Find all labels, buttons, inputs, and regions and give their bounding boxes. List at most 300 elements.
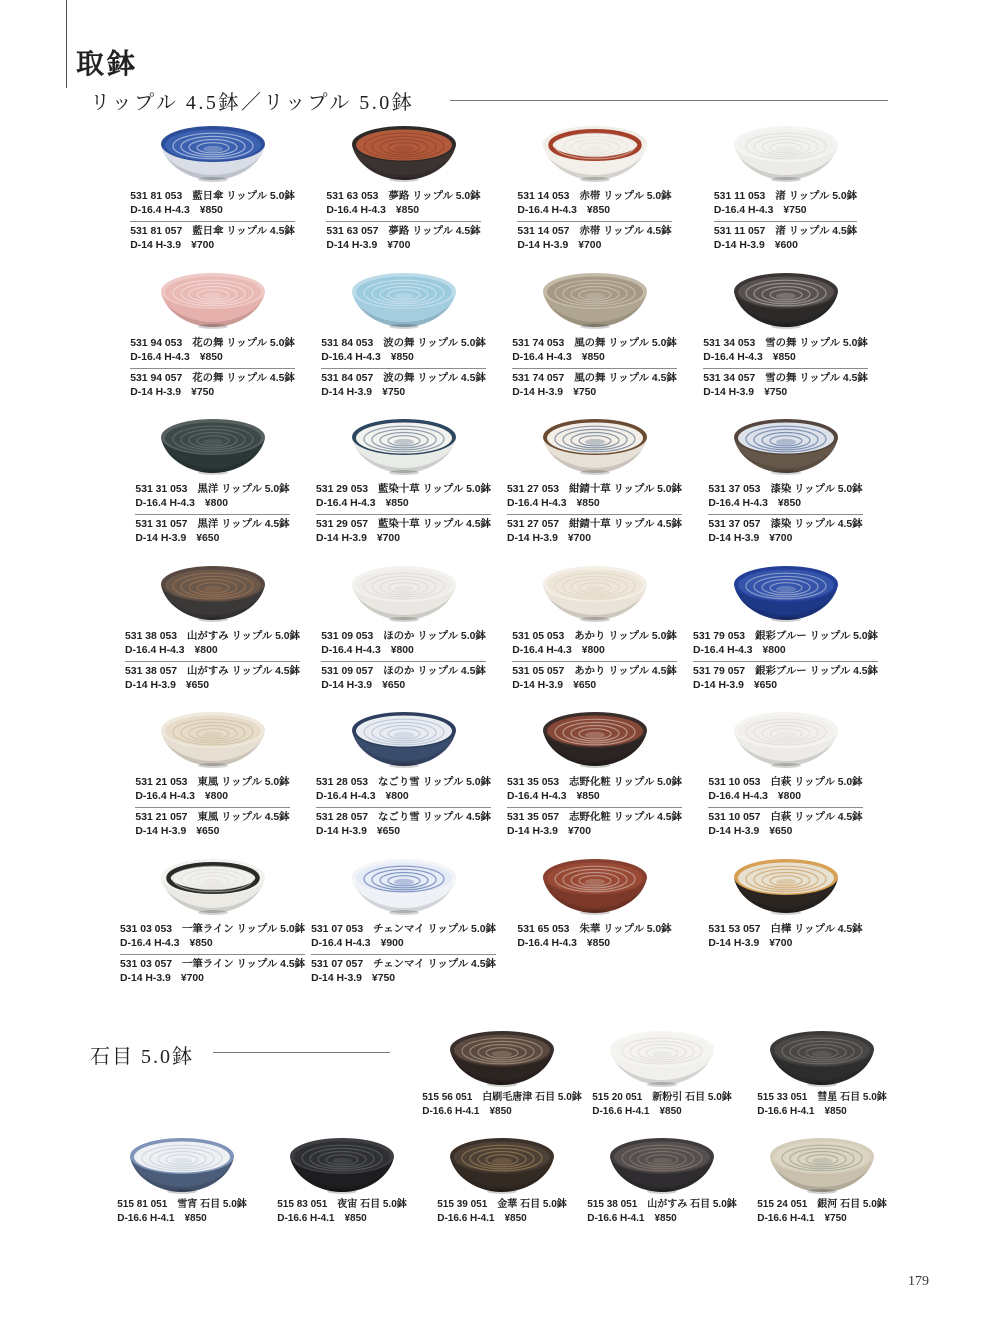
entry-divider <box>135 514 289 515</box>
bowl-foot <box>580 470 610 475</box>
product-spec-line <box>512 679 677 693</box>
product-price: ¥700 <box>191 240 215 251</box>
bowl-foot <box>807 1082 837 1087</box>
product-spec-line <box>714 239 857 253</box>
stone-heading-rule <box>213 1052 390 1053</box>
product-dimensions: D-16.4 H-4.3 <box>135 498 195 510</box>
product-name: 一筆ライン リップル 4.5鉢 <box>182 958 305 970</box>
product-entry <box>120 958 305 986</box>
product-info <box>135 776 289 839</box>
product-code: 531 34 057 <box>703 372 756 384</box>
product-entry <box>703 372 868 400</box>
product-spec-line <box>135 825 289 839</box>
product-name-line <box>277 1198 407 1212</box>
product-entry <box>512 665 677 693</box>
bowl-well <box>585 586 605 592</box>
product-name: 藍日傘 リップル 4.5鉢 <box>192 226 295 237</box>
product-spec-line <box>507 790 682 804</box>
product-code: 531 27 057 <box>507 519 560 531</box>
product-name-line <box>422 1091 582 1105</box>
entry-divider <box>316 807 491 808</box>
product-code: 531 14 053 <box>517 191 570 202</box>
product-info <box>422 1091 582 1119</box>
product-dimensions: D-14 H-3.9 <box>512 679 564 691</box>
product-entry <box>135 776 289 804</box>
bowl-image <box>129 1137 235 1195</box>
product-spec-line <box>708 497 862 511</box>
product-spec-line <box>120 937 305 951</box>
product-name-line <box>507 483 682 497</box>
product-name-line <box>714 190 857 204</box>
product-spec-line <box>277 1212 407 1226</box>
product-spec-line <box>135 790 289 804</box>
product-code: 531 03 057 <box>120 958 173 970</box>
bowl-foot <box>771 763 801 768</box>
product-code: 531 38 053 <box>125 630 178 642</box>
product-dimensions: D-14 H-3.9 <box>135 533 187 545</box>
product-price: ¥650 <box>376 826 400 838</box>
product-code: 531 81 057 <box>130 226 183 237</box>
bowl-interior <box>738 569 834 600</box>
product-spec-line <box>311 937 496 951</box>
product-cell <box>690 272 881 419</box>
product-entry <box>708 923 862 951</box>
product-code: 531 10 053 <box>708 777 761 789</box>
bowl-well <box>776 879 796 885</box>
product-cell <box>117 272 308 419</box>
product-entry <box>714 190 857 218</box>
product-price: ¥850 <box>586 937 611 949</box>
product-spec-line <box>130 351 295 365</box>
bowl-interior <box>356 569 452 600</box>
bowl-foot <box>198 324 228 329</box>
product-name: 藍日傘 リップル 5.0鉢 <box>192 191 295 202</box>
product-name: 赤帯 リップル 4.5鉢 <box>579 226 672 237</box>
product-spec-line <box>326 204 480 218</box>
product-name-line <box>321 630 486 644</box>
product-entry <box>321 630 486 658</box>
entry-divider <box>130 221 295 222</box>
product-name: 志野化粧 リップル 5.0鉢 <box>569 777 682 789</box>
product-entry <box>437 1198 567 1226</box>
product-cell <box>499 565 690 712</box>
product-code: 531 05 053 <box>512 630 565 642</box>
product-name-line <box>703 337 868 351</box>
product-name: 黒洋 リップル 4.5鉢 <box>197 519 290 531</box>
product-dimensions: D-16.4 H-4.3 <box>512 644 572 656</box>
product-name: 波の舞 リップル 5.0鉢 <box>383 337 486 349</box>
bowl-foot <box>167 1189 197 1194</box>
product-code: 531 29 053 <box>316 484 369 496</box>
product-price: ¥850 <box>504 1213 527 1224</box>
bowl-interior <box>738 130 834 161</box>
product-price: ¥850 <box>654 1213 677 1224</box>
bowl-interior <box>774 1035 870 1066</box>
product-spec-line <box>316 790 491 804</box>
product-name: 銀河 石目 5.0鉢 <box>817 1199 887 1210</box>
product-entry <box>120 923 305 951</box>
product-info <box>326 190 480 253</box>
product-dimensions: D-14 H-3.9 <box>130 240 182 251</box>
bowl-interior <box>165 130 261 161</box>
product-price: ¥800 <box>194 644 218 656</box>
product-price: ¥850 <box>581 351 605 363</box>
product-spec-line <box>708 532 862 546</box>
product-spec-line <box>130 386 295 400</box>
product-price: ¥750 <box>382 386 406 398</box>
bowl-well <box>585 439 605 445</box>
product-cell <box>308 418 499 565</box>
bowl-foot <box>771 324 801 329</box>
product-entry <box>316 776 491 804</box>
product-name: ほのか リップル 4.5鉢 <box>383 665 486 677</box>
product-dimensions: D-14 H-3.9 <box>311 972 362 984</box>
product-name: 朱華 リップル 5.0鉢 <box>579 923 672 935</box>
product-entry <box>708 518 862 546</box>
bowl-image <box>542 418 648 476</box>
product-info <box>708 776 862 839</box>
entry-divider <box>321 661 486 662</box>
entry-divider <box>693 661 878 662</box>
product-dimensions: D-16.6 H-4.1 <box>587 1213 645 1224</box>
product-name: 雪の舞 リップル 5.0鉢 <box>765 337 868 349</box>
bowl-interior <box>454 1035 550 1066</box>
product-name-line <box>708 518 862 532</box>
product-code: 531 31 053 <box>135 484 188 496</box>
product-code: 531 37 057 <box>708 519 761 531</box>
product-name: 新粉引 石目 5.0鉢 <box>652 1092 732 1103</box>
product-dimensions: D-14 H-3.9 <box>713 240 765 251</box>
product-info <box>321 337 486 400</box>
product-info <box>592 1091 732 1119</box>
product-name: 夢路 リップル 5.0鉢 <box>388 191 481 202</box>
product-info <box>517 190 671 253</box>
product-spec-line <box>316 825 491 839</box>
product-dimensions: D-16.4 H-4.3 <box>326 205 386 216</box>
product-price: ¥800 <box>581 644 605 656</box>
product-name-line <box>130 372 295 386</box>
product-entry <box>507 811 682 839</box>
product-code: 531 63 057 <box>326 226 379 237</box>
bowl-image <box>160 565 266 623</box>
bowl-image <box>542 858 648 916</box>
product-spec-line <box>587 1212 737 1226</box>
product-dimensions: D-14 H-3.9 <box>507 533 558 545</box>
product-price: ¥800 <box>204 791 229 803</box>
bowl-image <box>542 711 648 769</box>
product-spec-line <box>703 386 868 400</box>
product-price: ¥850 <box>576 498 600 510</box>
product-entry <box>316 811 491 839</box>
stone-section-heading: 石目 5.0鉢 <box>90 1046 194 1068</box>
product-code: 531 07 053 <box>311 923 364 935</box>
product-name-line <box>135 483 289 497</box>
product-name: 渚 リップル 5.0鉢 <box>775 191 858 202</box>
product-entry <box>757 1091 887 1119</box>
bowl-image <box>351 711 457 769</box>
product-entry <box>592 1091 732 1119</box>
product-dimensions: D-16.4 H-4.3 <box>708 791 768 803</box>
product-name-line <box>507 518 682 532</box>
product-price: ¥900 <box>380 937 404 949</box>
product-name: あかり リップル 4.5鉢 <box>574 665 677 677</box>
bowl-image <box>769 1137 875 1195</box>
product-info <box>757 1198 887 1226</box>
product-spec-line <box>507 825 682 839</box>
product-info <box>130 190 295 253</box>
product-name: 金華 石目 5.0鉢 <box>497 1199 567 1210</box>
bowl-well <box>394 292 414 298</box>
product-price: ¥700 <box>769 937 793 949</box>
bowl-well <box>776 292 796 298</box>
bowl-foot <box>487 1189 517 1194</box>
bowl-image <box>733 858 839 916</box>
product-code: 515 83 051 <box>277 1199 328 1210</box>
product-code: 531 27 053 <box>507 484 560 496</box>
product-price: ¥800 <box>385 791 409 803</box>
product-name-line <box>517 923 671 937</box>
entry-divider <box>703 368 868 369</box>
product-spec-line <box>757 1105 887 1119</box>
entry-divider <box>311 954 496 955</box>
product-dimensions: D-16.4 H-4.3 <box>321 644 381 656</box>
product-spec-line <box>311 972 496 986</box>
product-cell <box>308 858 499 1005</box>
product-name-line <box>757 1091 887 1105</box>
product-dimensions: D-14 H-3.9 <box>512 386 564 398</box>
product-entry <box>507 776 682 804</box>
product-spec-line <box>708 937 862 951</box>
product-price: ¥850 <box>189 937 213 949</box>
product-cell <box>308 711 499 858</box>
product-dimensions: D-14 H-3.9 <box>321 679 373 691</box>
product-cell <box>690 565 881 712</box>
product-dimensions: D-14 H-3.9 <box>125 679 176 691</box>
product-cell <box>499 418 690 565</box>
product-name: チェンマイ リップル 4.5鉢 <box>373 958 496 970</box>
product-code: 531 29 057 <box>316 519 369 531</box>
bowl-interior <box>614 1142 710 1173</box>
product-name-line <box>517 225 671 239</box>
product-cell <box>582 1030 742 1119</box>
product-name-line <box>587 1198 737 1212</box>
product-entry <box>130 190 295 218</box>
product-price: ¥850 <box>344 1213 367 1224</box>
product-entry <box>130 337 295 365</box>
bowl-well <box>585 292 605 298</box>
product-entry <box>125 665 300 693</box>
product-name-line <box>311 923 496 937</box>
product-spec-line <box>517 204 671 218</box>
product-code: 515 20 051 <box>592 1092 643 1103</box>
product-info <box>693 630 878 693</box>
product-name-line <box>316 811 491 825</box>
product-price: ¥650 <box>185 679 209 691</box>
product-name: 東風 リップル 4.5鉢 <box>197 812 290 824</box>
product-cell <box>117 565 308 712</box>
product-entry <box>512 372 677 400</box>
product-entry <box>507 518 682 546</box>
product-code: 531 14 057 <box>517 226 570 237</box>
bowl-foot <box>771 470 801 475</box>
product-dimensions: D-16.4 H-4.3 <box>512 351 572 363</box>
product-spec-line <box>693 679 878 693</box>
product-info <box>311 923 496 986</box>
product-cell <box>690 418 881 565</box>
bowl-foot <box>198 177 228 182</box>
product-name-line <box>316 483 491 497</box>
product-dimensions: D-16.4 H-4.3 <box>135 791 195 803</box>
product-dimensions: D-16.4 H-4.3 <box>693 644 753 656</box>
product-name: 志野化粧 リップル 4.5鉢 <box>569 812 682 824</box>
product-price: ¥700 <box>578 240 602 251</box>
bowl-image <box>351 272 457 330</box>
bowl-foot <box>327 1189 357 1194</box>
product-code: 531 28 057 <box>316 812 369 824</box>
product-name: 白萩 リップル 5.0鉢 <box>770 777 863 789</box>
entry-divider <box>507 807 682 808</box>
product-spec-line <box>437 1212 567 1226</box>
product-name-line <box>708 483 862 497</box>
product-spec-line <box>120 972 305 986</box>
product-entry <box>422 1091 582 1119</box>
product-code: 531 74 053 <box>512 337 565 349</box>
bowl-interior <box>356 716 452 747</box>
product-cell <box>262 1137 422 1226</box>
product-price: ¥600 <box>774 240 798 251</box>
product-name-line <box>135 518 289 532</box>
product-price: ¥650 <box>769 826 793 838</box>
product-price: ¥850 <box>385 498 409 510</box>
bowl-foot <box>389 910 419 915</box>
product-info <box>708 923 862 951</box>
bowl-interior <box>547 423 643 454</box>
ripple-section-heading: リップル 4.5鉢／リップル 5.0鉢 <box>90 92 415 114</box>
product-name: 漆染 リップル 4.5鉢 <box>770 519 863 531</box>
bowl-interior <box>738 716 834 747</box>
product-code: 531 21 057 <box>135 812 188 824</box>
product-dimensions: D-16.4 H-4.3 <box>125 644 185 656</box>
product-name-line <box>130 190 295 204</box>
product-spec-line <box>321 679 486 693</box>
product-code: 515 39 051 <box>437 1199 488 1210</box>
product-spec-line <box>714 204 857 218</box>
product-info <box>321 630 486 693</box>
product-name: 花の舞 リップル 4.5鉢 <box>192 372 295 384</box>
product-cell <box>499 125 690 272</box>
product-code: 531 81 053 <box>130 191 183 202</box>
product-name: 山がすみ 石目 5.0鉢 <box>647 1199 737 1210</box>
product-name-line <box>714 225 857 239</box>
entry-divider <box>120 954 305 955</box>
product-price: ¥850 <box>659 1106 682 1117</box>
product-dimensions: D-16.6 H-4.1 <box>757 1213 815 1224</box>
bowl-foot <box>389 177 419 182</box>
product-code: 515 38 051 <box>587 1199 638 1210</box>
product-entry <box>311 923 496 951</box>
product-name-line <box>512 372 677 386</box>
product-code: 531 74 057 <box>512 372 565 384</box>
product-entry <box>321 372 486 400</box>
bowl-image <box>160 272 266 330</box>
product-name-line <box>703 372 868 386</box>
product-info <box>277 1198 407 1226</box>
bowl-interior <box>738 862 834 893</box>
bowl-well <box>332 1158 352 1164</box>
product-name-line <box>125 665 300 679</box>
product-name: 藍染十草 リップル 4.5鉢 <box>378 519 491 531</box>
product-name-line <box>130 337 295 351</box>
product-price: ¥650 <box>196 533 220 545</box>
product-spec-line <box>693 644 878 658</box>
product-dimensions: D-14 H-3.9 <box>708 826 760 838</box>
product-spec-line <box>130 204 295 218</box>
product-entry <box>321 337 486 365</box>
product-entry <box>507 483 682 511</box>
product-entry <box>326 190 480 218</box>
product-name-line <box>321 372 486 386</box>
product-info <box>757 1091 887 1119</box>
product-name: 漆染 リップル 5.0鉢 <box>770 484 863 496</box>
product-cell <box>742 1137 902 1226</box>
bowl-image <box>160 858 266 916</box>
bowl-foot <box>198 763 228 768</box>
bowl-well <box>492 1051 512 1057</box>
product-entry <box>135 483 289 511</box>
product-dimensions: D-16.4 H-4.3 <box>703 351 763 363</box>
product-dimensions: D-16.4 H-4.3 <box>316 498 376 510</box>
bowl-foot <box>487 1082 517 1087</box>
product-cell <box>308 565 499 712</box>
product-info <box>714 190 857 253</box>
bowl-image <box>351 858 457 916</box>
product-name: 東風 リップル 5.0鉢 <box>197 777 290 789</box>
product-name: 雪宵 石目 5.0鉢 <box>177 1199 247 1210</box>
product-code: 531 11 057 <box>713 226 766 237</box>
product-entry <box>517 190 671 218</box>
product-info <box>512 630 677 693</box>
bowl-foot <box>771 617 801 622</box>
product-name: 紺錆十草 リップル 4.5鉢 <box>569 519 682 531</box>
product-price: ¥750 <box>371 972 396 984</box>
bowl-image <box>160 418 266 476</box>
bowl-foot <box>807 1189 837 1194</box>
product-name-line <box>321 337 486 351</box>
product-code: 515 33 051 <box>757 1092 808 1103</box>
bowl-image <box>542 565 648 623</box>
product-info <box>130 337 295 400</box>
product-cell <box>690 711 881 858</box>
bowl-image <box>449 1030 555 1088</box>
bowl-interior <box>774 1142 870 1173</box>
ripple-heading-rule <box>450 100 888 101</box>
product-name: なごり雪 リップル 5.0鉢 <box>378 777 491 789</box>
product-dimensions: D-14 H-3.9 <box>135 826 187 838</box>
bowl-foot <box>198 617 228 622</box>
bowl-interior <box>614 1035 710 1066</box>
bowl-foot <box>198 470 228 475</box>
bowl-well <box>394 146 414 152</box>
bowl-foot <box>580 177 610 182</box>
product-dimensions: D-16.4 H-4.3 <box>713 205 774 216</box>
bowl-image <box>542 125 648 183</box>
product-name: ほのか リップル 5.0鉢 <box>383 630 486 642</box>
bowl-foot <box>647 1082 677 1087</box>
product-name: 赤帯 リップル 5.0鉢 <box>579 191 672 202</box>
product-info <box>708 483 862 546</box>
product-dimensions: D-14 H-3.9 <box>321 386 373 398</box>
product-code: 531 09 057 <box>321 665 374 677</box>
